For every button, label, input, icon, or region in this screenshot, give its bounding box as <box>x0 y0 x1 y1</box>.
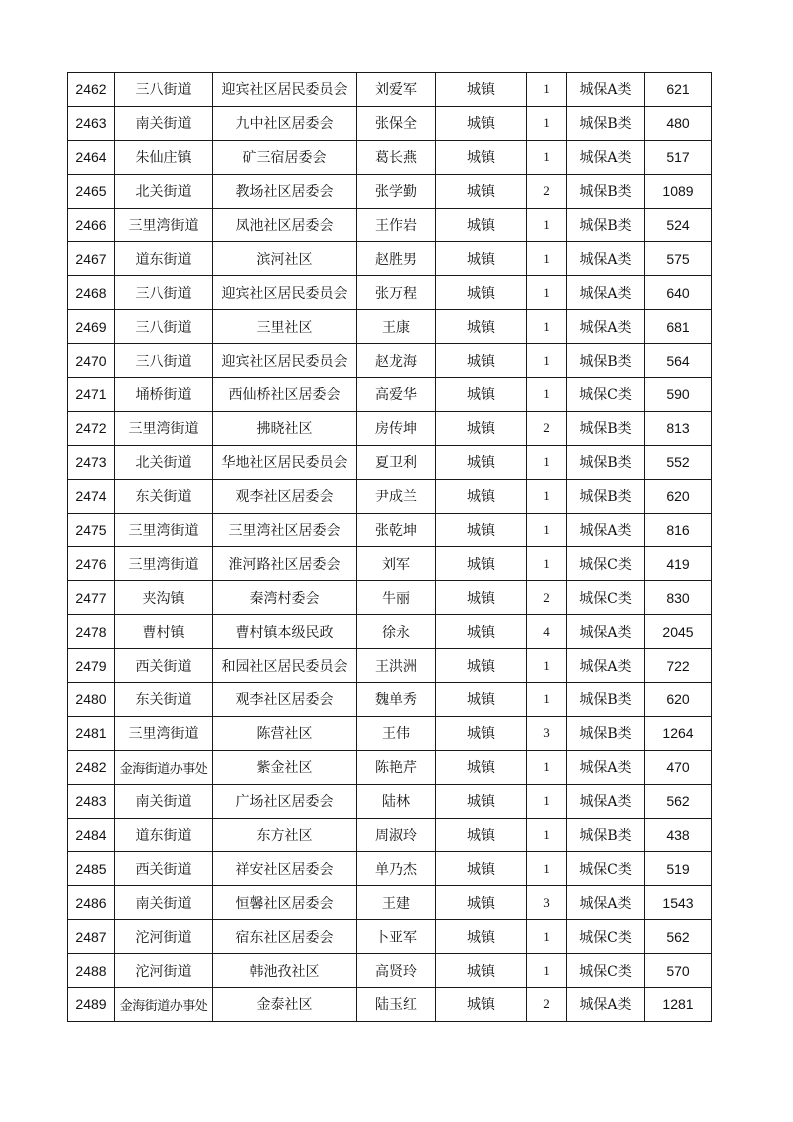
cell-household-count: 1 <box>527 378 567 412</box>
cell-category: 城保B类 <box>567 411 645 445</box>
cell-household-count: 1 <box>527 208 567 242</box>
cell-serial-number: 2475 <box>68 513 115 547</box>
cell-name: 陈艳芹 <box>357 750 436 784</box>
cell-amount: 438 <box>645 818 712 852</box>
cell-street: 北关街道 <box>115 445 213 479</box>
cell-household-count: 1 <box>527 513 567 547</box>
cell-community: 恒馨社区居委会 <box>213 886 357 920</box>
cell-community: 迎宾社区居民委员会 <box>213 73 357 107</box>
cell-area-type: 城镇 <box>436 73 527 107</box>
cell-amount: 1089 <box>645 174 712 208</box>
table-row <box>68 716 712 750</box>
cell-amount: 621 <box>645 73 712 107</box>
cell-serial-number: 2480 <box>68 683 115 717</box>
cell-community: 拂晓社区 <box>213 411 357 445</box>
table-row <box>68 106 712 140</box>
cell-amount: 564 <box>645 344 712 378</box>
cell-serial-number: 2472 <box>68 411 115 445</box>
cell-street: 三里湾街道 <box>115 208 213 242</box>
cell-household-count: 1 <box>527 276 567 310</box>
cell-category: 城保A类 <box>567 140 645 174</box>
cell-amount: 1281 <box>645 988 712 1022</box>
cell-category: 城保C类 <box>567 378 645 412</box>
cell-name: 王作岩 <box>357 208 436 242</box>
cell-category: 城保C类 <box>567 954 645 988</box>
cell-serial-number: 2474 <box>68 479 115 513</box>
cell-street: 西关街道 <box>115 852 213 886</box>
cell-serial-number: 2483 <box>68 784 115 818</box>
cell-category: 城保A类 <box>567 750 645 784</box>
cell-area-type: 城镇 <box>436 344 527 378</box>
cell-community: 祥安社区居委会 <box>213 852 357 886</box>
cell-household-count: 1 <box>527 140 567 174</box>
cell-street: 朱仙庄镇 <box>115 140 213 174</box>
cell-serial-number: 2484 <box>68 818 115 852</box>
cell-household-count: 1 <box>527 445 567 479</box>
cell-amount: 524 <box>645 208 712 242</box>
cell-serial-number: 2481 <box>68 716 115 750</box>
table-row <box>68 344 712 378</box>
cell-community: 广场社区居委会 <box>213 784 357 818</box>
cell-name: 刘爱军 <box>357 73 436 107</box>
cell-category: 城保C类 <box>567 581 645 615</box>
cell-serial-number: 2469 <box>68 310 115 344</box>
cell-category: 城保A类 <box>567 513 645 547</box>
table-row <box>68 581 712 615</box>
cell-street: 三八街道 <box>115 344 213 378</box>
cell-street: 东关街道 <box>115 479 213 513</box>
cell-area-type: 城镇 <box>436 513 527 547</box>
cell-name: 房传坤 <box>357 411 436 445</box>
cell-amount: 480 <box>645 106 712 140</box>
cell-household-count: 2 <box>527 988 567 1022</box>
cell-name: 徐永 <box>357 615 436 649</box>
cell-area-type: 城镇 <box>436 174 527 208</box>
cell-amount: 590 <box>645 378 712 412</box>
table-row <box>68 479 712 513</box>
cell-area-type: 城镇 <box>436 310 527 344</box>
cell-community: 金泰社区 <box>213 988 357 1022</box>
cell-serial-number: 2478 <box>68 615 115 649</box>
cell-category: 城保A类 <box>567 276 645 310</box>
cell-serial-number: 2463 <box>68 106 115 140</box>
cell-community: 和园社区居民委员会 <box>213 649 357 683</box>
cell-serial-number: 2470 <box>68 344 115 378</box>
cell-serial-number: 2479 <box>68 649 115 683</box>
cell-household-count: 1 <box>527 954 567 988</box>
cell-area-type: 城镇 <box>436 106 527 140</box>
cell-serial-number: 2476 <box>68 547 115 581</box>
cell-name: 陆玉红 <box>357 988 436 1022</box>
table-row <box>68 445 712 479</box>
cell-household-count: 1 <box>527 852 567 886</box>
cell-household-count: 1 <box>527 818 567 852</box>
cell-category: 城保C类 <box>567 852 645 886</box>
cell-amount: 620 <box>645 683 712 717</box>
cell-community: 华地社区居民委员会 <box>213 445 357 479</box>
cell-category: 城保B类 <box>567 344 645 378</box>
cell-name: 王建 <box>357 886 436 920</box>
cell-street: 沱河街道 <box>115 920 213 954</box>
cell-area-type: 城镇 <box>436 276 527 310</box>
cell-amount: 575 <box>645 242 712 276</box>
cell-household-count: 1 <box>527 683 567 717</box>
cell-household-count: 2 <box>527 411 567 445</box>
cell-name: 单乃杰 <box>357 852 436 886</box>
cell-amount: 1264 <box>645 716 712 750</box>
cell-street: 三里湾街道 <box>115 547 213 581</box>
cell-community: 教场社区居委会 <box>213 174 357 208</box>
cell-area-type: 城镇 <box>436 886 527 920</box>
cell-street: 南关街道 <box>115 886 213 920</box>
cell-name: 刘军 <box>357 547 436 581</box>
cell-street: 三里湾街道 <box>115 513 213 547</box>
cell-name: 张万程 <box>357 276 436 310</box>
cell-name: 王伟 <box>357 716 436 750</box>
cell-serial-number: 2486 <box>68 886 115 920</box>
cell-name: 高贤玲 <box>357 954 436 988</box>
cell-serial-number: 2488 <box>68 954 115 988</box>
cell-household-count: 1 <box>527 242 567 276</box>
cell-household-count: 2 <box>527 174 567 208</box>
cell-street: 曹村镇 <box>115 615 213 649</box>
cell-category: 城保B类 <box>567 208 645 242</box>
cell-name: 葛长燕 <box>357 140 436 174</box>
cell-amount: 722 <box>645 649 712 683</box>
cell-community: 宿东社区居委会 <box>213 920 357 954</box>
table-row <box>68 140 712 174</box>
table-row <box>68 208 712 242</box>
cell-community: 淮河路社区居委会 <box>213 547 357 581</box>
table-row <box>68 276 712 310</box>
cell-street: 埇桥街道 <box>115 378 213 412</box>
cell-street: 金海街道办事处 <box>115 750 213 784</box>
cell-street: 西关街道 <box>115 649 213 683</box>
cell-category: 城保A类 <box>567 886 645 920</box>
table-row <box>68 920 712 954</box>
cell-amount: 519 <box>645 852 712 886</box>
cell-name: 卜亚军 <box>357 920 436 954</box>
cell-street: 三里湾街道 <box>115 716 213 750</box>
cell-serial-number: 2468 <box>68 276 115 310</box>
cell-category: 城保A类 <box>567 73 645 107</box>
cell-street: 沱河街道 <box>115 954 213 988</box>
cell-community: 迎宾社区居民委员会 <box>213 344 357 378</box>
cell-community: 秦湾村委会 <box>213 581 357 615</box>
cell-street: 南关街道 <box>115 784 213 818</box>
cell-household-count: 1 <box>527 73 567 107</box>
cell-household-count: 1 <box>527 784 567 818</box>
cell-category: 城保A类 <box>567 784 645 818</box>
table-row <box>68 988 712 1022</box>
cell-area-type: 城镇 <box>436 242 527 276</box>
table-row <box>68 513 712 547</box>
cell-name: 王康 <box>357 310 436 344</box>
table-row <box>68 310 712 344</box>
cell-area-type: 城镇 <box>436 716 527 750</box>
table-row <box>68 683 712 717</box>
cell-street: 道东街道 <box>115 242 213 276</box>
cell-category: 城保B类 <box>567 716 645 750</box>
cell-category: 城保B类 <box>567 479 645 513</box>
cell-household-count: 3 <box>527 886 567 920</box>
cell-serial-number: 2482 <box>68 750 115 784</box>
cell-area-type: 城镇 <box>436 818 527 852</box>
cell-amount: 552 <box>645 445 712 479</box>
cell-amount: 620 <box>645 479 712 513</box>
cell-area-type: 城镇 <box>436 378 527 412</box>
cell-name: 夏卫利 <box>357 445 436 479</box>
table-row <box>68 954 712 988</box>
cell-street: 东关街道 <box>115 683 213 717</box>
cell-street: 夹沟镇 <box>115 581 213 615</box>
cell-serial-number: 2485 <box>68 852 115 886</box>
cell-serial-number: 2466 <box>68 208 115 242</box>
cell-community: 观李社区居委会 <box>213 683 357 717</box>
table-row <box>68 615 712 649</box>
cell-street: 南关街道 <box>115 106 213 140</box>
cell-street: 金海街道办事处 <box>115 988 213 1022</box>
cell-name: 牛丽 <box>357 581 436 615</box>
cell-category: 城保A类 <box>567 310 645 344</box>
cell-amount: 517 <box>645 140 712 174</box>
cell-area-type: 城镇 <box>436 852 527 886</box>
cell-street: 三里湾街道 <box>115 411 213 445</box>
cell-community: 陈营社区 <box>213 716 357 750</box>
table-row <box>68 886 712 920</box>
cell-household-count: 2 <box>527 581 567 615</box>
cell-community: 凤池社区居委会 <box>213 208 357 242</box>
cell-name: 王洪洲 <box>357 649 436 683</box>
table-row <box>68 784 712 818</box>
cell-household-count: 1 <box>527 310 567 344</box>
cell-street: 三八街道 <box>115 276 213 310</box>
cell-category: 城保A类 <box>567 988 645 1022</box>
cell-community: 迎宾社区居民委员会 <box>213 276 357 310</box>
cell-name: 张乾坤 <box>357 513 436 547</box>
cell-serial-number: 2462 <box>68 73 115 107</box>
cell-community: 矿三宿居委会 <box>213 140 357 174</box>
cell-area-type: 城镇 <box>436 208 527 242</box>
beneficiary-table <box>67 72 712 1022</box>
cell-serial-number: 2477 <box>68 581 115 615</box>
cell-serial-number: 2465 <box>68 174 115 208</box>
cell-street: 北关街道 <box>115 174 213 208</box>
cell-area-type: 城镇 <box>436 547 527 581</box>
cell-category: 城保B类 <box>567 174 645 208</box>
cell-community: 曹村镇本级民政 <box>213 615 357 649</box>
cell-amount: 570 <box>645 954 712 988</box>
cell-household-count: 1 <box>527 344 567 378</box>
cell-serial-number: 2467 <box>68 242 115 276</box>
cell-category: 城保A类 <box>567 242 645 276</box>
cell-street: 三八街道 <box>115 310 213 344</box>
table-row <box>68 750 712 784</box>
cell-community: 三里社区 <box>213 310 357 344</box>
cell-community: 观李社区居委会 <box>213 479 357 513</box>
cell-area-type: 城镇 <box>436 649 527 683</box>
cell-category: 城保C类 <box>567 920 645 954</box>
cell-household-count: 1 <box>527 920 567 954</box>
cell-area-type: 城镇 <box>436 784 527 818</box>
cell-amount: 419 <box>645 547 712 581</box>
cell-household-count: 1 <box>527 547 567 581</box>
cell-area-type: 城镇 <box>436 140 527 174</box>
cell-household-count: 4 <box>527 615 567 649</box>
cell-household-count: 1 <box>527 750 567 784</box>
cell-name: 张学勤 <box>357 174 436 208</box>
cell-area-type: 城镇 <box>436 988 527 1022</box>
cell-community: 东方社区 <box>213 818 357 852</box>
cell-household-count: 1 <box>527 106 567 140</box>
cell-serial-number: 2464 <box>68 140 115 174</box>
table-row <box>68 242 712 276</box>
table-row <box>68 818 712 852</box>
table-row <box>68 73 712 107</box>
cell-area-type: 城镇 <box>436 683 527 717</box>
table-row <box>68 378 712 412</box>
cell-name: 魏单秀 <box>357 683 436 717</box>
table-row <box>68 852 712 886</box>
cell-amount: 470 <box>645 750 712 784</box>
cell-street: 道东街道 <box>115 818 213 852</box>
cell-name: 尹成兰 <box>357 479 436 513</box>
cell-community: 韩池孜社区 <box>213 954 357 988</box>
cell-name: 赵胜男 <box>357 242 436 276</box>
cell-household-count: 3 <box>527 716 567 750</box>
cell-community: 西仙桥社区居委会 <box>213 378 357 412</box>
cell-name: 赵龙海 <box>357 344 436 378</box>
table-body <box>68 73 712 1022</box>
cell-community: 紫金社区 <box>213 750 357 784</box>
table-row <box>68 174 712 208</box>
cell-area-type: 城镇 <box>436 479 527 513</box>
cell-household-count: 1 <box>527 479 567 513</box>
cell-serial-number: 2489 <box>68 988 115 1022</box>
cell-amount: 813 <box>645 411 712 445</box>
cell-name: 周淑玲 <box>357 818 436 852</box>
cell-amount: 562 <box>645 784 712 818</box>
cell-name: 陆林 <box>357 784 436 818</box>
cell-category: 城保C类 <box>567 547 645 581</box>
cell-category: 城保B类 <box>567 818 645 852</box>
cell-category: 城保A类 <box>567 615 645 649</box>
cell-amount: 681 <box>645 310 712 344</box>
table-row <box>68 649 712 683</box>
cell-street: 三八街道 <box>115 73 213 107</box>
cell-amount: 1543 <box>645 886 712 920</box>
cell-name: 高爱华 <box>357 378 436 412</box>
cell-category: 城保B类 <box>567 445 645 479</box>
cell-name: 张保全 <box>357 106 436 140</box>
cell-category: 城保B类 <box>567 106 645 140</box>
cell-area-type: 城镇 <box>436 750 527 784</box>
cell-amount: 562 <box>645 920 712 954</box>
cell-area-type: 城镇 <box>436 581 527 615</box>
table-row <box>68 547 712 581</box>
cell-community: 九中社区居委会 <box>213 106 357 140</box>
cell-category: 城保A类 <box>567 649 645 683</box>
cell-serial-number: 2473 <box>68 445 115 479</box>
cell-area-type: 城镇 <box>436 954 527 988</box>
cell-area-type: 城镇 <box>436 445 527 479</box>
cell-household-count: 1 <box>527 649 567 683</box>
cell-community: 滨河社区 <box>213 242 357 276</box>
cell-community: 三里湾社区居委会 <box>213 513 357 547</box>
cell-amount: 816 <box>645 513 712 547</box>
cell-amount: 830 <box>645 581 712 615</box>
cell-area-type: 城镇 <box>436 411 527 445</box>
cell-area-type: 城镇 <box>436 920 527 954</box>
cell-amount: 2045 <box>645 615 712 649</box>
cell-area-type: 城镇 <box>436 615 527 649</box>
cell-amount: 640 <box>645 276 712 310</box>
cell-serial-number: 2471 <box>68 378 115 412</box>
cell-category: 城保B类 <box>567 683 645 717</box>
table-row <box>68 411 712 445</box>
cell-serial-number: 2487 <box>68 920 115 954</box>
